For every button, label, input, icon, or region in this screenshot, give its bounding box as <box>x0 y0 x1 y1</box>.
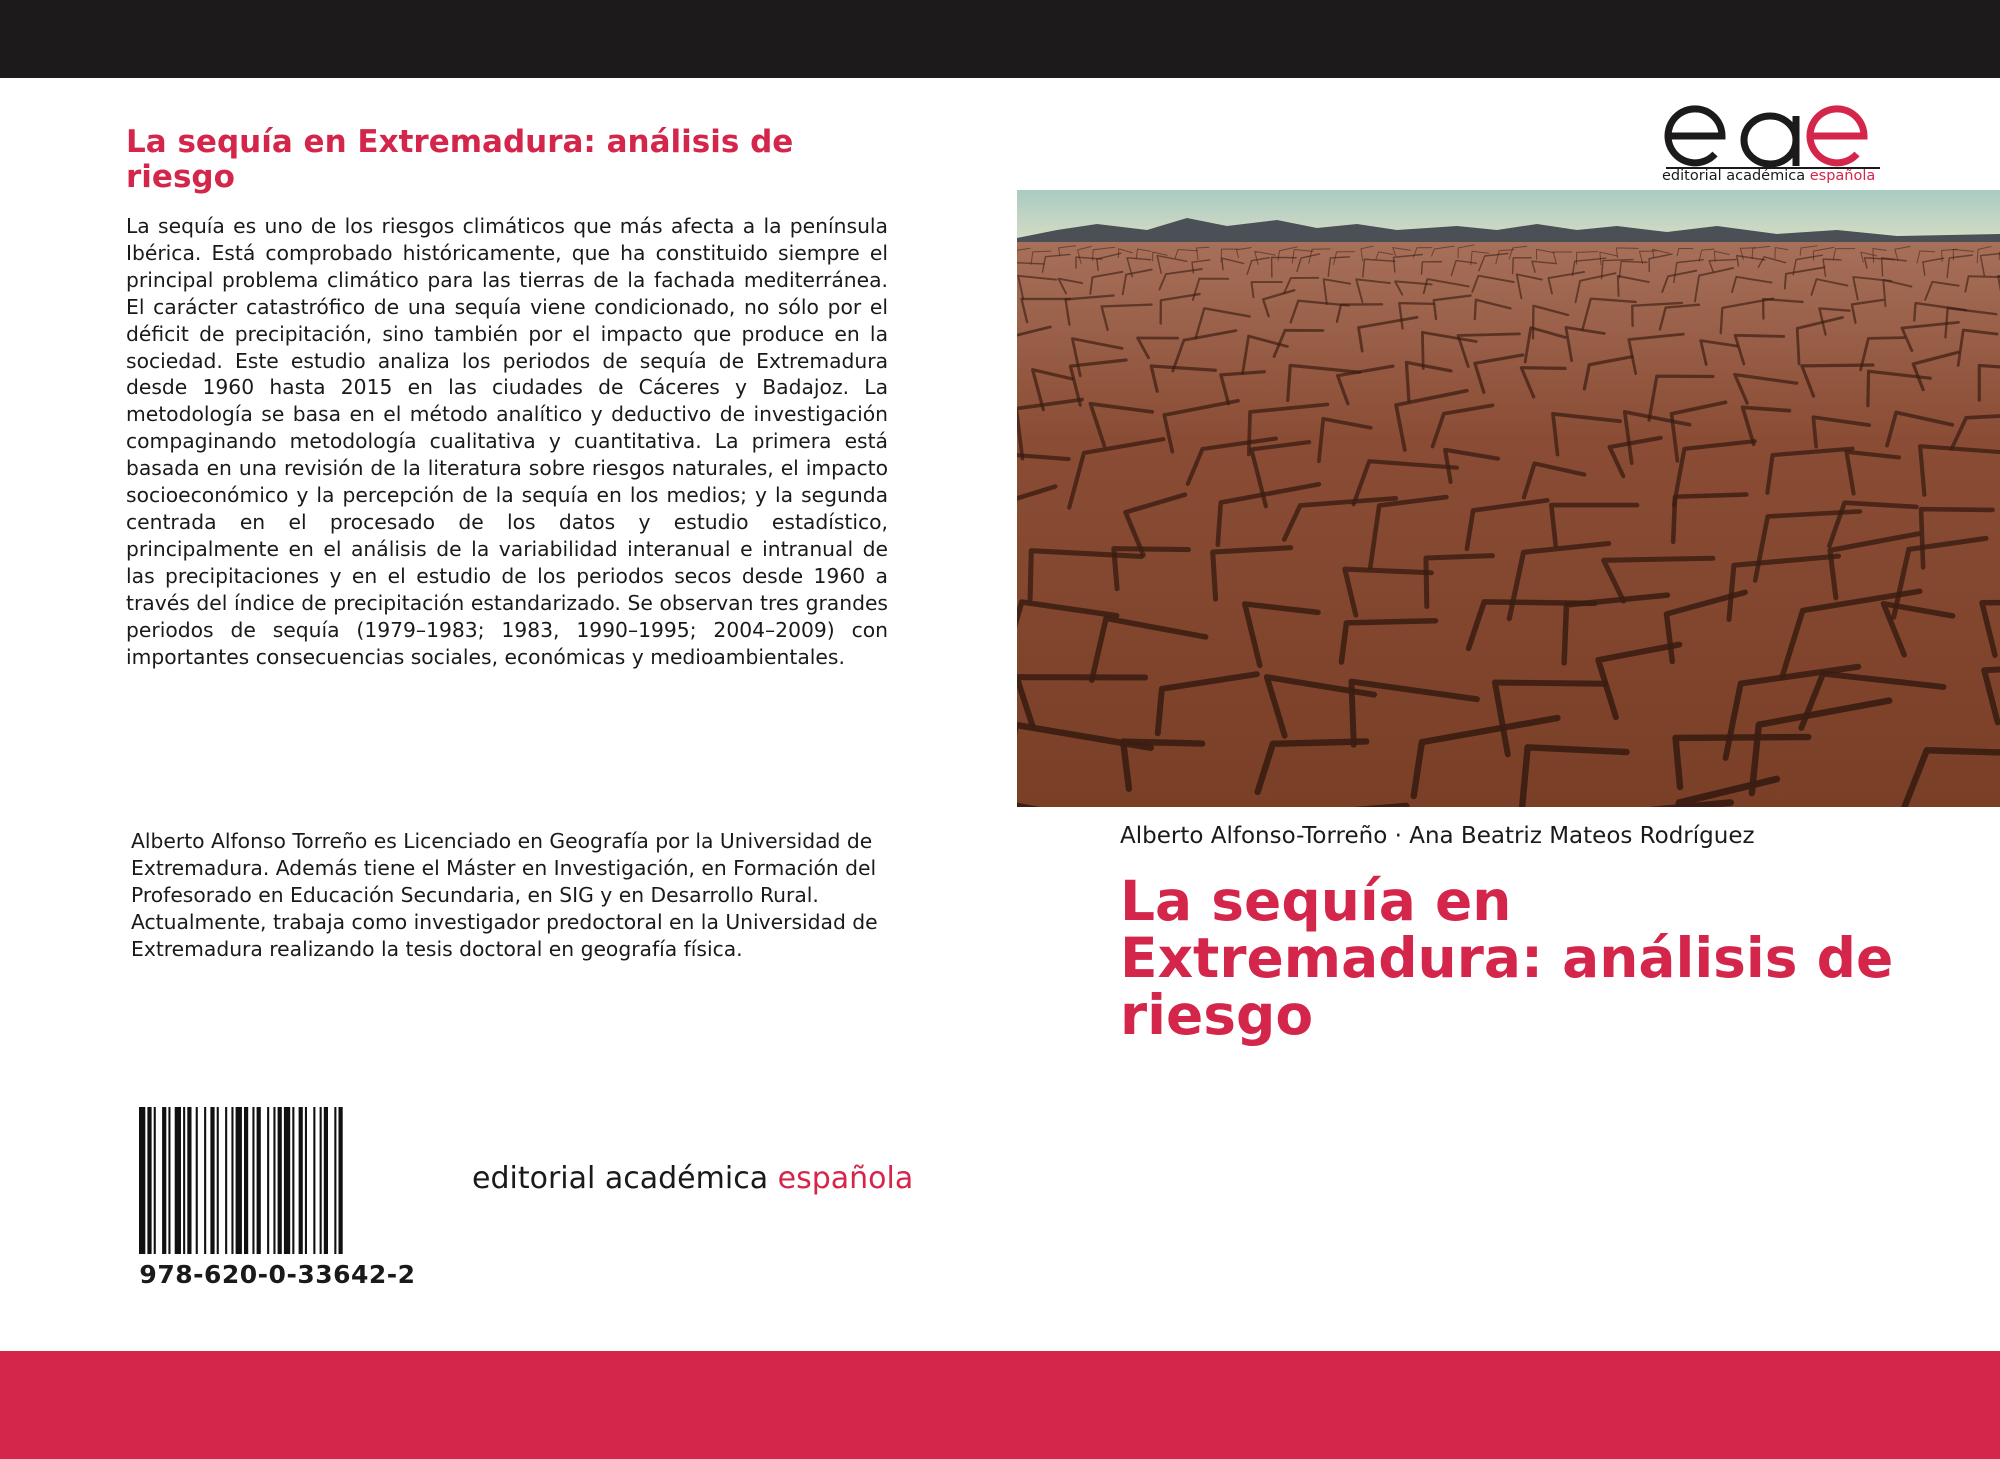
top-band <box>0 0 2000 78</box>
author-bio: Alberto Alfonso Torreño es Licenciado en Geografía por la Universidad de Extremadura. Además tiene el Máster en Investigación, en Formación del Profesorado en Educación Secundaria, en SIG y en Desarrollo Rural. Actualmente, trabaja como investigador predoctoral en la Universidad de Extremadura realizando la tesis doctoral en geografía física. <box>131 829 878 961</box>
authors: Alberto Alfonso-Torreño · Ana Beatriz Mateos Rodríguez <box>1120 823 1755 849</box>
bottom-band <box>0 1351 2000 1459</box>
publisher-name-main: editorial académica <box>472 1161 778 1196</box>
back-cover-blurb: La sequía es uno de los riesgos climáticos que más afecta a la península Ibérica. Está comprobado históricamente, que ha constituido siempre el principal problema climático para las tierras de la fachada mediterránea. El carácter catastrófico de una sequía viene condicionado, no sólo por el déficit de precipitación, sino también por el impacto que produce en la sociedad. Este estudio analiza los periodos de sequía de Extremadura desde 1960 hasta 2015 en las ciudades de Cáceres y Badajoz. La metodología se basa en el método analítico y deductivo de investigación compaginando metodología cualitativa y cuantitativa. La primera está basada en una revisión de la literatura sobre riesgos naturales, el impacto socioeconómico y la percepción de la sequía en los medios; y la segunda centrada en el procesado de los datos y estudio estadístico, principalmente en el análisis de la variabilidad interanual e intranual de las precipitaciones y en el estudio de los periodos secos desde 1960 a través del índice de precipitación estandarizado. Se observan tres grandes periodos de sequía (1979–1983; 1983, 1990–1995; 2004–2009) con importantes consecuencias sociales, económicas y medioambientales. <box>126 214 888 669</box>
logo-caption <box>1662 168 1886 184</box>
back-cover-title: La sequía en Extremadura: análisis de riesgo <box>126 124 794 195</box>
logo-caption-accent: española <box>1809 168 1876 184</box>
logo-caption-main: editorial académica <box>1662 168 1810 184</box>
publisher-name <box>472 1161 913 1196</box>
front-cover-title: La sequía en Extremadura: análisis de riesgo <box>1120 869 1894 1047</box>
cracked-dry-earth-image <box>1017 190 2000 807</box>
barcode-icon <box>139 1107 416 1254</box>
publisher-name-accent: española <box>777 1161 914 1196</box>
isbn-number: 978-620-0-33642-2 <box>139 1260 416 1289</box>
